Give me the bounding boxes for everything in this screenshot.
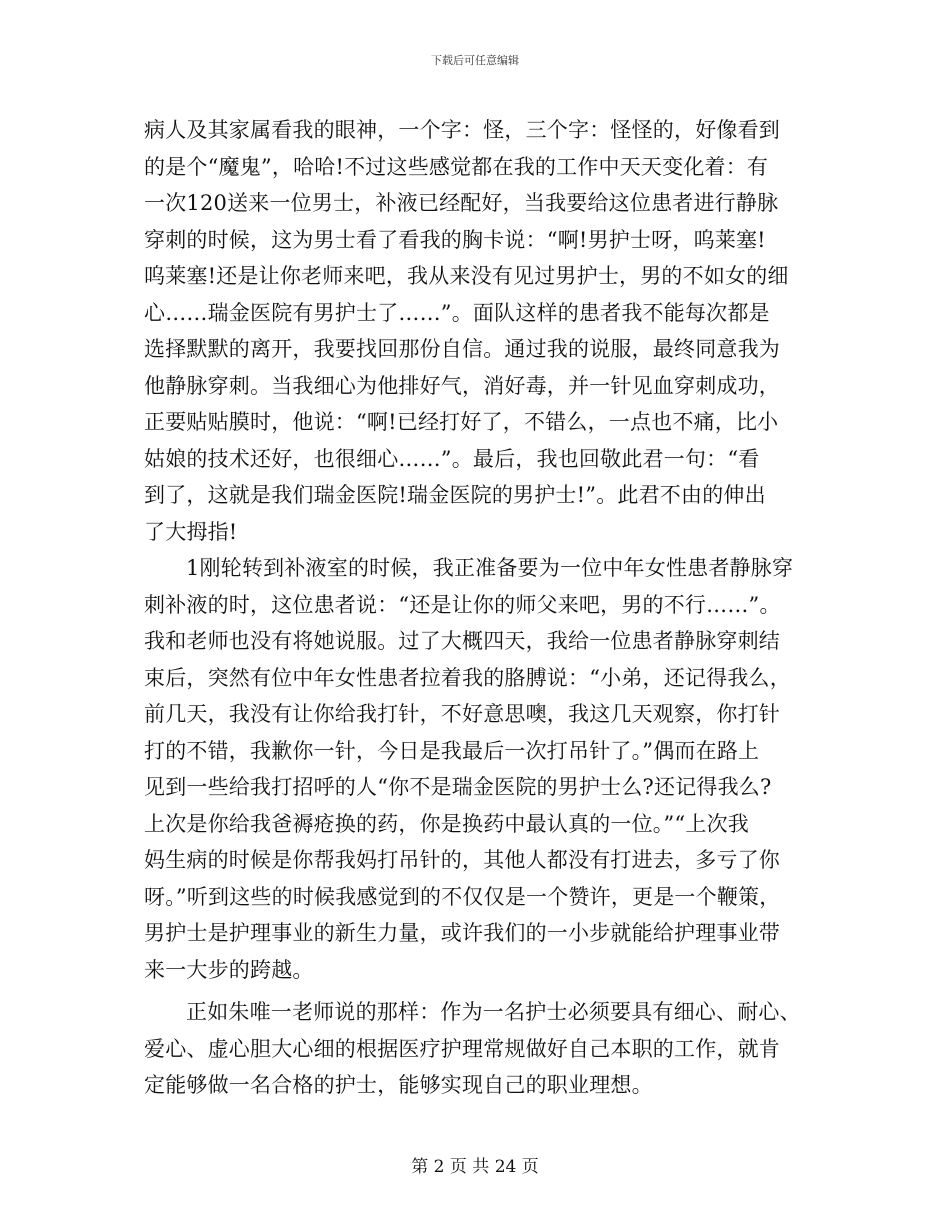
text-line: 定能够做一名合格的护士，能够实现自己的职业理想。 — [144, 1073, 653, 1097]
text-line: 病人及其家属看我的眼神，一个字：怪，三个字：怪怪的，好像看到 — [144, 118, 780, 142]
page-header: 下载后可任意编辑 — [431, 54, 519, 67]
text-line: 呜莱塞!还是让你老师来吧，我从来没有见过男护士，男的不如女的细 — [144, 264, 789, 288]
page-number-footer: 第 2 页 共 24 页 — [411, 1157, 539, 1177]
text-line: 的是个“魔鬼”，哈哈!不过这些感觉都在我的工作中天天变化着：有 — [144, 154, 769, 179]
text-line: 妈生病的时候是你帮我妈打吊针的，其他人都没有打进去，多亏了你 — [144, 848, 780, 872]
text-line: 正要贴贴膜时，他说：“啊!已经打好了，不错么，一点也不痛，比小 — [144, 410, 779, 434]
text-line: 爱心、虚心胆大心细的根据医疗护理常规做好自己本职的工作，就肯 — [144, 1036, 780, 1061]
text-line: 男护士是护理事业的新生力量，或许我们的一小步就能给护理事业带 — [144, 921, 780, 945]
document-body — [144, 112, 804, 1104]
text-line: 正如朱唯一老师说的那样：作为一名护士必须要具有细心、耐心、 — [186, 1000, 801, 1024]
text-line: 上次是你给我爸褥疮换的药，你是换药中最认真的一位。”“上次我 — [144, 811, 749, 836]
paragraph — [144, 550, 804, 988]
text-line: 打的不错，我歉你一针，今日是我最后一次打吊针了。”偶而在路上 — [144, 738, 760, 763]
text-line: 一次120送来一位男士，补液已经配好，当我要给这位患者进行静脉 — [144, 191, 779, 215]
text-line: 穿刺的时候，这为男士看了看我的胸卡说：“啊!男护士呀，呜莱塞! — [144, 227, 766, 252]
text-line: 1刚轮转到补液室的时候，我正准备要为一位中年女性患者静脉穿 — [186, 556, 794, 580]
text-line: 心……瑞金医院有男护士了……”。面队这样的患者我不能每次都是 — [144, 300, 770, 325]
text-line: 他静脉穿刺。当我细心为他排好气，消好毒，并一针见血穿刺成功， — [144, 373, 780, 398]
text-line: 了大拇指! — [144, 519, 238, 544]
text-line: 呀。”听到这些的时候我感觉到的不仅仅是一个赞许，更是一个鞭策， — [144, 884, 781, 909]
text-line: 我和老师也没有将她说服。过了大概四天，我给一位患者静脉穿刺结 — [144, 629, 780, 653]
text-line: 选择默默的离开，我要找回那份自信。通过我的说服，最终同意我为 — [144, 337, 780, 361]
paragraph — [144, 112, 804, 550]
text-line: 束后，突然有位中年女性患者拉着我的胳膊说：“小弟，还记得我么， — [144, 665, 791, 690]
paragraph — [144, 994, 804, 1104]
text-line: 见到一些给我打招呼的人“你不是瑞金医院的男护士么?还记得我么? — [144, 775, 772, 799]
text-line: 前几天，我没有让你给我打针，不好意思噢，我这几天观察，你打针 — [144, 702, 780, 726]
text-line: 来一大步的跨越。 — [144, 957, 314, 982]
text-line: 姑娘的技术还好，也很细心……”。最后，我也回敬此君一句：“看 — [144, 446, 760, 471]
text-line: 到了，这就是我们瑞金医院!瑞金医院的男护士!”。此君不由的伸出 — [144, 483, 766, 507]
text-line: 刺补液的时，这位患者说：“还是让你的师父来吧，男的不行……”。 — [144, 592, 781, 617]
